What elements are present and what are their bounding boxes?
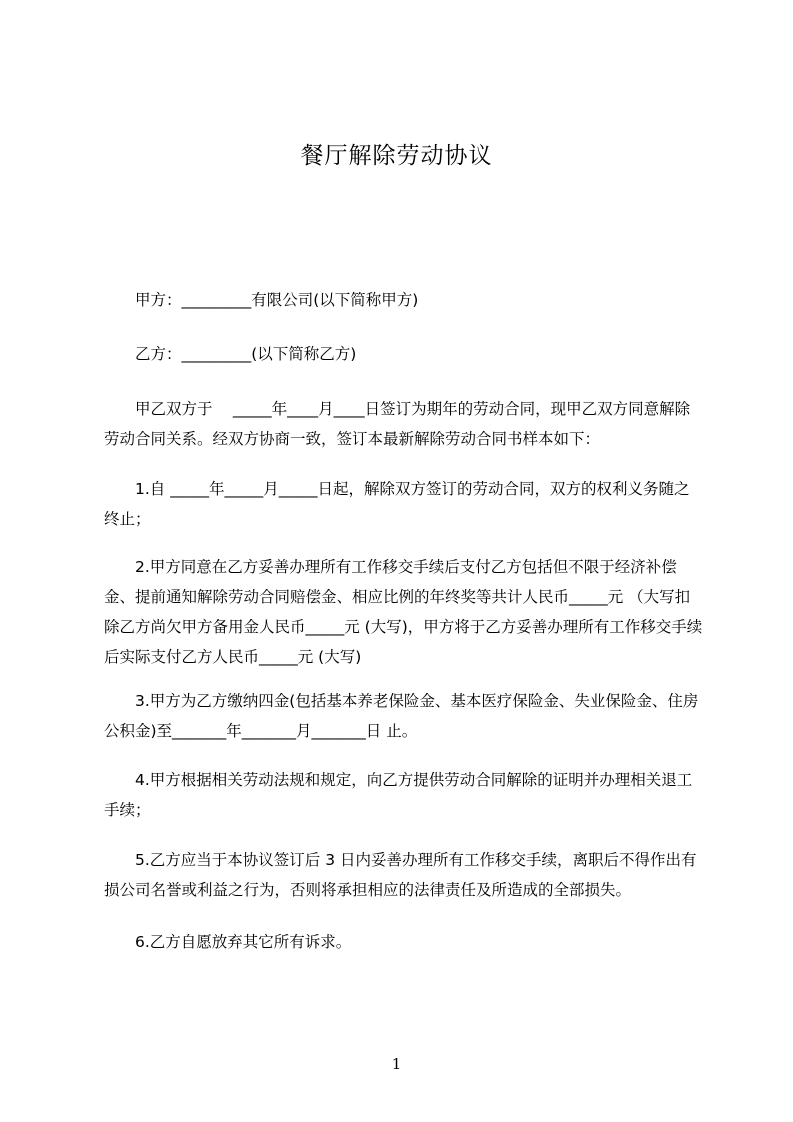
clause-4: 4.甲方根据相关劳动法规和规定，向乙方提供劳动合同解除的证明并办理相关退工手续； bbox=[104, 771, 693, 819]
page-number: 1 bbox=[391, 1055, 402, 1073]
clause-3: 3.甲方为乙方缴纳四金(包括基本养老保险金、基本医疗保险金、失业保险金、住房公积金)至_______年_______月_______日 止。 bbox=[104, 692, 699, 740]
clause-6: 6.乙方自愿放弃其它所有诉求。 bbox=[104, 933, 352, 951]
document-title: 餐厅解除劳动协议 bbox=[300, 143, 493, 169]
party-b-line: 乙方：_________(以下简称乙方) bbox=[104, 345, 357, 363]
clause-1: 1.自 _____年_____月_____日起，解除双方签订的劳动合同，双方的权利义务随之终止； bbox=[104, 480, 690, 528]
intro-paragraph: 甲乙双方于 _____年____月____日签订为期年的劳动合同，现甲乙双方同意解除劳动合同关系。经双方协商一致，签订本最新解除劳动合同书样本如下： bbox=[104, 400, 691, 448]
clause-2: 2.甲方同意在乙方妥善办理所有工作移交手续后支付乙方包括但不限于经济补偿金、提前通知解除劳动合同赔偿金、相应比例的年终奖等共计人民币_____元 （大写扣除乙方尚欠甲方备用金人民币_____元 (大写)，甲方将于乙方妥善办理所有工作移交手续后实际支付乙方人民币_____元 (大写) bbox=[104, 558, 703, 666]
clause-5: 5.乙方应当于本协议签订后 3 日内妥善办理所有工作移交手续，离职后不得作出有损公司名誉或利益之行为，否则将承担相应的法律责任及所造成的全部损失。 bbox=[104, 851, 697, 899]
party-a-line: 甲方：_________有限公司(以下简称甲方) bbox=[104, 291, 419, 309]
